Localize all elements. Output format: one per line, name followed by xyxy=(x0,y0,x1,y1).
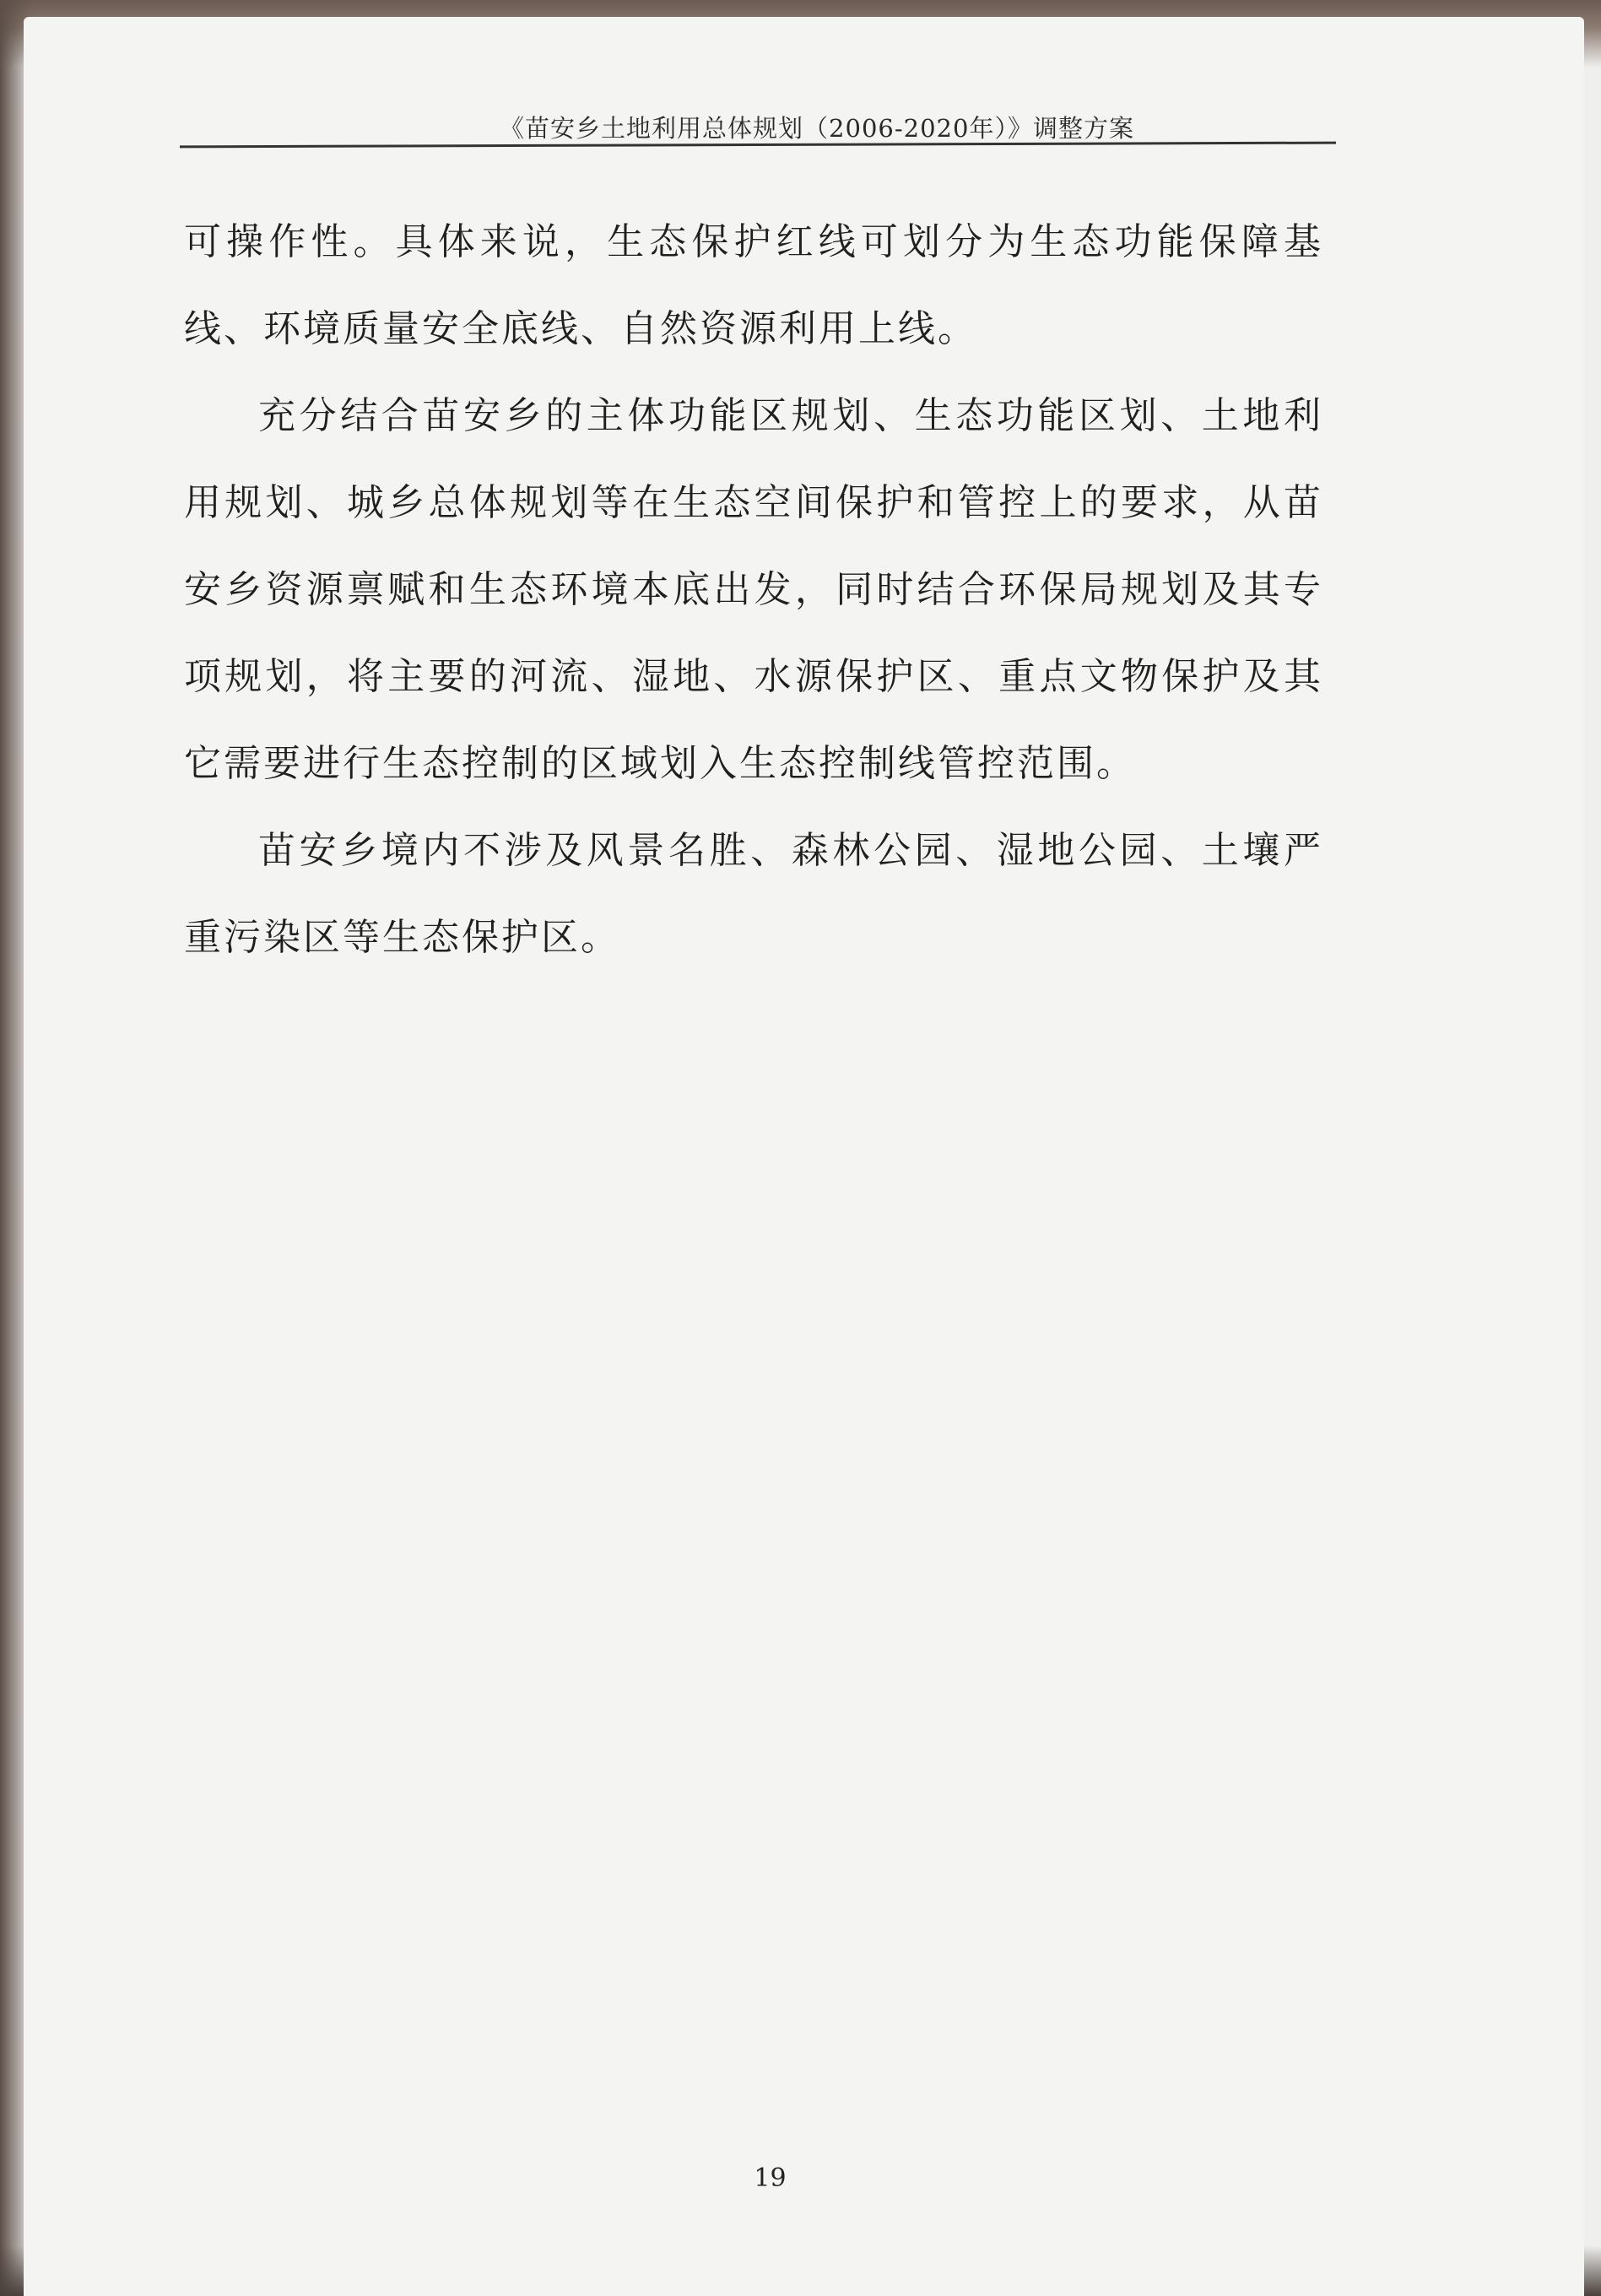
paragraph-continuation: 可操作性。具体来说，生态保护红线可划分为生态功能保障基线、环境质量安全底线、自然资源利用上线。 xyxy=(184,220,1323,350)
document-page xyxy=(24,17,1584,2296)
paragraph: 苗安乡境内不涉及风景名胜、森林公园、湿地公园、土壤严重污染区等生态保护区。 xyxy=(184,829,1323,959)
body-text xyxy=(184,198,1323,981)
page-number: 19 xyxy=(754,2163,787,2193)
paragraph: 充分结合苗安乡的主体功能区规划、生态功能区划、土地利用规划、城乡总体规划等在生态空间保护和管控上的要求，从苗安乡资源禀赋和生态环境本底出发，同时结合环保局规划及其专项规划，将主要的河流、湿地、水源保护区、重点文物保护及其它需要进行生态控制的区域划入生态控制线管控范围。 xyxy=(184,394,1323,785)
running-header: 《苗安乡土地利用总体规划（2006-2020年）》调整方案 xyxy=(500,114,1134,143)
